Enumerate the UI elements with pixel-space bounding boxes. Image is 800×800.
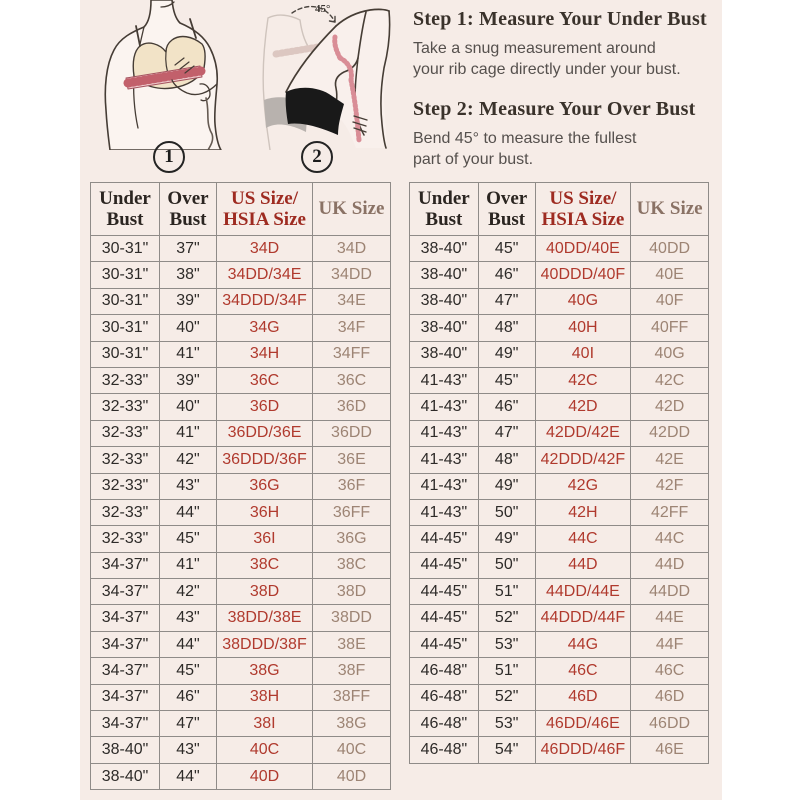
over-bust-cell: 47" [160, 711, 217, 737]
under-bust-cell: 41-43" [410, 420, 479, 446]
table-row [91, 473, 391, 499]
us-size-cell: 44DD/44E [535, 579, 631, 605]
table-row [91, 658, 391, 684]
uk-size-cell: 44E [631, 605, 709, 631]
header-us-size-line1: US Size/ [549, 187, 617, 209]
table-row [410, 447, 709, 473]
uk-size-cell: 40E [631, 262, 709, 288]
under-bust-cell: 34-37" [91, 552, 160, 578]
uk-size-cell: 38G [313, 711, 391, 737]
us-size-cell: 42H [535, 499, 631, 525]
uk-size-cell: 40C [313, 737, 391, 763]
header-under-bust [91, 183, 160, 236]
uk-size-cell: 46E [631, 737, 709, 763]
uk-size-cell: 36D [313, 394, 391, 420]
over-bust-cell: 39" [160, 288, 217, 314]
table-row [91, 579, 391, 605]
over-bust-cell: 40" [160, 394, 217, 420]
size-chart-table-right [409, 182, 709, 764]
over-bust-cell: 41" [160, 552, 217, 578]
under-bust-cell: 34-37" [91, 631, 160, 657]
header-under-bust-line2: Bust [106, 209, 144, 230]
uk-size-cell: 36G [313, 526, 391, 552]
uk-size-cell: 36DD [313, 420, 391, 446]
us-size-cell: 38D [217, 579, 313, 605]
angle-45-label: 45° [315, 3, 331, 15]
over-bust-cell: 50" [478, 552, 535, 578]
uk-size-cell: 42DD [631, 420, 709, 446]
table-row [410, 737, 709, 763]
over-bust-illustration [248, 0, 398, 150]
figure-1-number: 1 [164, 146, 174, 167]
uk-size-cell: 38DD [313, 605, 391, 631]
header-uk-size-label: UK Size [636, 198, 703, 220]
uk-size-cell: 42C [631, 367, 709, 393]
uk-size-cell: 38E [313, 631, 391, 657]
header-uk-size [631, 183, 709, 236]
over-bust-cell: 48" [478, 315, 535, 341]
table-row [91, 605, 391, 631]
table-row [91, 526, 391, 552]
under-bust-cell: 34-37" [91, 711, 160, 737]
us-size-cell: 34DDD/34F [217, 288, 313, 314]
figure-2-badge [301, 141, 333, 173]
us-size-cell: 36DDD/36F [217, 447, 313, 473]
over-bust-cell: 49" [478, 341, 535, 367]
over-bust-cell: 46" [160, 684, 217, 710]
table-row [410, 711, 709, 737]
uk-size-cell: 34D [313, 236, 391, 262]
table-row [410, 394, 709, 420]
us-size-cell: 42C [535, 367, 631, 393]
table-row [91, 236, 391, 262]
header-us-size-line2: HSIA Size [541, 209, 625, 230]
table-row [410, 367, 709, 393]
under-bust-cell: 34-37" [91, 658, 160, 684]
uk-size-cell: 38FF [313, 684, 391, 710]
over-bust-cell: 40" [160, 315, 217, 341]
table-row [91, 711, 391, 737]
table-row [410, 579, 709, 605]
us-size-cell: 42G [535, 473, 631, 499]
table-row [91, 420, 391, 446]
over-bust-cell: 44" [160, 631, 217, 657]
uk-size-cell: 34E [313, 288, 391, 314]
under-bust-cell: 46-48" [410, 737, 479, 763]
step-2-body [413, 128, 715, 170]
uk-size-cell: 40DD [631, 236, 709, 262]
figure-1-badge [153, 141, 185, 173]
us-size-cell: 38I [217, 711, 313, 737]
us-size-cell: 42DDD/42F [535, 447, 631, 473]
us-size-cell: 36H [217, 499, 313, 525]
table-row [410, 526, 709, 552]
under-bust-cell: 38-40" [410, 315, 479, 341]
over-bust-cell: 50" [478, 499, 535, 525]
under-bust-cell: 32-33" [91, 447, 160, 473]
uk-size-cell: 44F [631, 631, 709, 657]
us-size-cell: 38DD/38E [217, 605, 313, 631]
step-1-title: Step 1: Measure Your Under Bust [413, 8, 707, 30]
uk-size-cell: 34FF [313, 341, 391, 367]
under-bust-cell: 34-37" [91, 605, 160, 631]
us-size-cell: 40H [535, 315, 631, 341]
over-bust-cell: 38" [160, 262, 217, 288]
us-size-cell: 44DDD/44F [535, 605, 631, 631]
uk-size-cell: 46DD [631, 711, 709, 737]
under-bust-cell: 44-45" [410, 552, 479, 578]
table-row [91, 447, 391, 473]
us-size-cell: 38C [217, 552, 313, 578]
over-bust-cell: 48" [478, 447, 535, 473]
step-2-body-line1: Bend 45° to measure the fullest [413, 130, 637, 148]
table-row [91, 341, 391, 367]
uk-size-cell: 40G [631, 341, 709, 367]
under-bust-cell: 32-33" [91, 526, 160, 552]
table-row [410, 552, 709, 578]
under-bust-cell: 30-31" [91, 341, 160, 367]
us-size-cell: 36C [217, 367, 313, 393]
over-bust-cell: 45" [478, 367, 535, 393]
over-bust-cell: 46" [478, 394, 535, 420]
over-bust-cell: 52" [478, 605, 535, 631]
table-row [91, 552, 391, 578]
table-row [91, 631, 391, 657]
step-2-body-line2: part of your bust. [413, 151, 534, 169]
table-row [410, 420, 709, 446]
under-bust-cell: 46-48" [410, 658, 479, 684]
us-size-cell: 36D [217, 394, 313, 420]
under-bust-cell: 38-40" [91, 737, 160, 763]
header-over-bust-line1: Over [486, 187, 528, 209]
table-row [91, 763, 391, 789]
uk-size-cell: 40FF [631, 315, 709, 341]
us-size-cell: 46D [535, 684, 631, 710]
over-bust-cell: 43" [160, 605, 217, 631]
header-us-size [217, 183, 313, 236]
over-bust-cell: 51" [478, 579, 535, 605]
over-bust-cell: 47" [478, 420, 535, 446]
under-bust-illustration [88, 0, 243, 150]
us-size-cell: 36G [217, 473, 313, 499]
us-size-cell: 46C [535, 658, 631, 684]
uk-size-cell: 40D [313, 763, 391, 789]
under-bust-cell: 32-33" [91, 473, 160, 499]
under-bust-cell: 32-33" [91, 394, 160, 420]
table-row [410, 499, 709, 525]
over-bust-cell: 51" [478, 658, 535, 684]
table-row [410, 631, 709, 657]
under-bust-cell: 30-31" [91, 236, 160, 262]
header-under-bust-line1: Under [418, 187, 470, 209]
under-bust-cell: 41-43" [410, 473, 479, 499]
under-bust-cell: 30-31" [91, 262, 160, 288]
us-size-cell: 44D [535, 552, 631, 578]
uk-size-cell: 46C [631, 658, 709, 684]
us-size-cell: 34DD/34E [217, 262, 313, 288]
header-row [410, 183, 709, 236]
over-bust-cell: 49" [478, 473, 535, 499]
uk-size-cell: 40F [631, 288, 709, 314]
header-over-bust-line2: Bust [169, 209, 207, 230]
us-size-cell: 34G [217, 315, 313, 341]
uk-size-cell: 44D [631, 552, 709, 578]
us-size-cell: 36I [217, 526, 313, 552]
us-size-cell: 40C [217, 737, 313, 763]
us-size-cell: 38DDD/38F [217, 631, 313, 657]
table-row [91, 499, 391, 525]
under-bust-cell: 46-48" [410, 684, 479, 710]
us-size-cell: 40DDD/40F [535, 262, 631, 288]
under-bust-cell: 38-40" [91, 763, 160, 789]
under-bust-cell: 41-43" [410, 394, 479, 420]
uk-size-cell: 36F [313, 473, 391, 499]
uk-size-cell: 34DD [313, 262, 391, 288]
under-bust-cell: 41-43" [410, 447, 479, 473]
us-size-cell: 44G [535, 631, 631, 657]
us-size-cell: 38G [217, 658, 313, 684]
table-row [91, 737, 391, 763]
header-over-bust [478, 183, 535, 236]
over-bust-cell: 41" [160, 341, 217, 367]
over-bust-cell: 46" [478, 262, 535, 288]
under-bust-cell: 34-37" [91, 684, 160, 710]
us-size-cell: 44C [535, 526, 631, 552]
table-row [410, 684, 709, 710]
table-row [410, 658, 709, 684]
under-bust-cell: 41-43" [410, 499, 479, 525]
uk-size-cell: 44DD [631, 579, 709, 605]
table-row [410, 288, 709, 314]
us-size-cell: 40G [535, 288, 631, 314]
over-bust-cell: 45" [478, 236, 535, 262]
us-size-cell: 38H [217, 684, 313, 710]
over-bust-cell: 45" [160, 526, 217, 552]
step-1-body-line2: your rib cage directly under your bust. [413, 61, 681, 79]
under-bust-cell: 44-45" [410, 526, 479, 552]
over-bust-cell: 43" [160, 737, 217, 763]
uk-size-cell: 38D [313, 579, 391, 605]
header-over-bust-line1: Over [167, 187, 209, 209]
header-uk-size [313, 183, 391, 236]
over-bust-cell: 44" [160, 499, 217, 525]
header-uk-size-label: UK Size [318, 198, 385, 220]
under-bust-cell: 30-31" [91, 288, 160, 314]
uk-size-cell: 42FF [631, 499, 709, 525]
uk-size-cell: 44C [631, 526, 709, 552]
under-bust-cell: 44-45" [410, 579, 479, 605]
header-us-size-line1: US Size/ [230, 187, 299, 209]
over-bust-cell: 42" [160, 579, 217, 605]
uk-size-cell: 36C [313, 367, 391, 393]
over-bust-cell: 37" [160, 236, 217, 262]
step-1-body-line1: Take a snug measurement around [413, 40, 656, 57]
uk-size-cell: 42E [631, 447, 709, 473]
header-us-size-line2: HSIA Size [223, 209, 306, 230]
us-size-cell: 46DD/46E [535, 711, 631, 737]
size-chart-table-left [90, 182, 391, 790]
us-size-cell: 40D [217, 763, 313, 789]
us-size-cell: 42DD/42E [535, 420, 631, 446]
figure-2-number: 2 [312, 146, 322, 167]
table-row [410, 473, 709, 499]
step-2-title: Step 2: Measure Your Over Bust [413, 98, 696, 121]
us-size-cell: 40DD/40E [535, 236, 631, 262]
uk-size-cell: 42D [631, 394, 709, 420]
under-bust-cell: 44-45" [410, 605, 479, 631]
table-row [91, 288, 391, 314]
under-bust-cell: 38-40" [410, 288, 479, 314]
uk-size-cell: 46D [631, 684, 709, 710]
under-bust-cell: 38-40" [410, 341, 479, 367]
uk-size-cell: 38C [313, 552, 391, 578]
table-row [410, 341, 709, 367]
under-bust-cell: 30-31" [91, 315, 160, 341]
table-row [410, 605, 709, 631]
us-size-cell: 46DDD/46F [535, 737, 631, 763]
table-row [91, 394, 391, 420]
over-bust-cell: 39" [160, 367, 217, 393]
over-bust-cell: 41" [160, 420, 217, 446]
header-over-bust [160, 183, 217, 236]
us-size-cell: 40I [535, 341, 631, 367]
over-bust-cell: 43" [160, 473, 217, 499]
table-row [410, 262, 709, 288]
header-under-bust-line1: Under [99, 187, 151, 209]
under-bust-cell: 41-43" [410, 367, 479, 393]
header-us-size [535, 183, 631, 236]
under-bust-cell: 34-37" [91, 579, 160, 605]
measurement-instructions [413, 8, 715, 188]
uk-size-cell: 36E [313, 447, 391, 473]
under-bust-cell: 38-40" [410, 236, 479, 262]
table-row [410, 236, 709, 262]
us-size-cell: 34D [217, 236, 313, 262]
header-over-bust-line2: Bust [488, 209, 526, 230]
uk-size-cell: 38F [313, 658, 391, 684]
under-bust-cell: 32-33" [91, 367, 160, 393]
us-size-cell: 36DD/36E [217, 420, 313, 446]
under-bust-cell: 32-33" [91, 499, 160, 525]
uk-size-cell: 34F [313, 315, 391, 341]
under-bust-cell: 38-40" [410, 262, 479, 288]
over-bust-cell: 53" [478, 711, 535, 737]
header-row [91, 183, 391, 236]
step-1-body [413, 38, 715, 80]
uk-size-cell: 36FF [313, 499, 391, 525]
under-bust-cell: 46-48" [410, 711, 479, 737]
under-bust-cell: 32-33" [91, 420, 160, 446]
over-bust-cell: 52" [478, 684, 535, 710]
table-row [91, 315, 391, 341]
table-row [91, 367, 391, 393]
over-bust-cell: 53" [478, 631, 535, 657]
table-row [91, 684, 391, 710]
header-under-bust [410, 183, 479, 236]
over-bust-cell: 54" [478, 737, 535, 763]
us-size-cell: 34H [217, 341, 313, 367]
over-bust-cell: 45" [160, 658, 217, 684]
over-bust-cell: 47" [478, 288, 535, 314]
uk-size-cell: 42F [631, 473, 709, 499]
table-row [410, 315, 709, 341]
us-size-cell: 42D [535, 394, 631, 420]
under-bust-cell: 44-45" [410, 631, 479, 657]
table-row [91, 262, 391, 288]
over-bust-cell: 44" [160, 763, 217, 789]
over-bust-cell: 49" [478, 526, 535, 552]
header-under-bust-line2: Bust [425, 209, 463, 230]
over-bust-cell: 42" [160, 447, 217, 473]
